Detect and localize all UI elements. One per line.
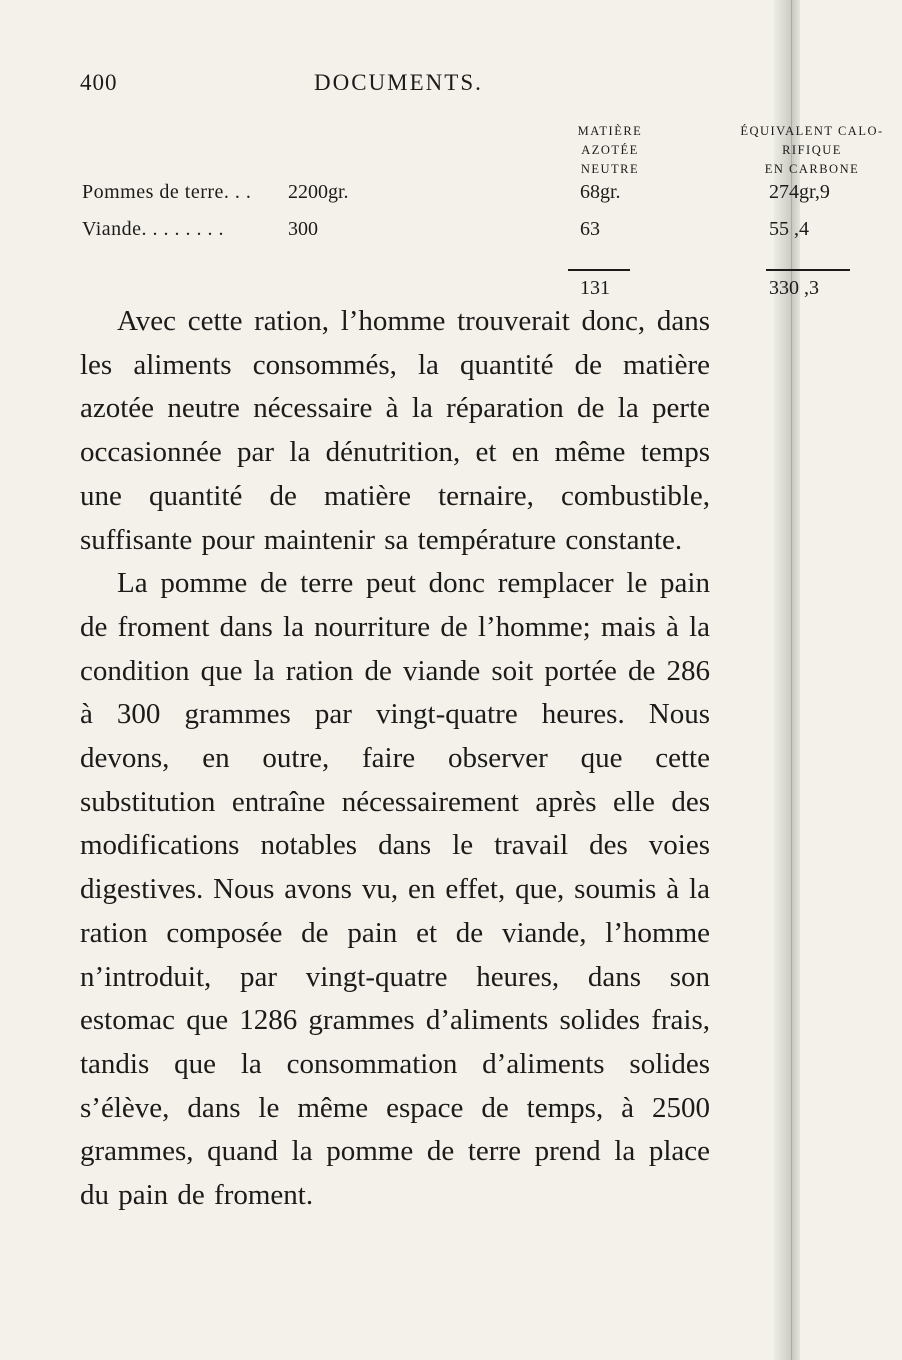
paragraph: La pomme de terre peut donc remplacer le pain de froment dans la nourriture de l’homme; mais à la condition que la ration de viande soit portée de 286 à 300 grammes par vingt-quatre heures. Nous devons, en outre, faire observer que cette substitution entraîne nécessairement après elle des modifications notables dans le travail des voies digestives. Nous avons vu, en effet, que, soumis à la ration composée de pain et de viande, l’homme n’introduit, par vingt-quatre heures, dans son estomac que 1286 grammes d’aliments solides frais, tandis que la consommation d’aliments solides s’élève, dans le même espace de temps, à 2500 grammes, quand la pomme de terre prend la place du pain de froment.	[80, 567, 710, 1212]
row-quantity: 300	[288, 218, 318, 240]
row-quantity: 2200gr.	[288, 181, 349, 203]
column-header-line: AZOTÉE	[581, 143, 639, 157]
column-header-matiere-azotee	[540, 122, 680, 179]
total-rule	[766, 269, 850, 271]
section-title: DOCUMENTS.	[314, 70, 483, 95]
column-header-line: EN CARBONE	[764, 162, 860, 176]
running-head	[0, 70, 800, 100]
total-matiere-value: 131	[580, 277, 610, 299]
column-header-equivalent-calorifique	[722, 122, 902, 179]
row-matiere-value: 68gr.	[580, 181, 621, 203]
row-equivalent-value: 55 ,4	[769, 218, 809, 240]
total-rule	[568, 269, 630, 271]
column-header-line: ÉQUIVALENT CALO-	[740, 124, 884, 138]
paragraph: Avec cette ration, l’homme trouverait donc, dans les aliments consommés, la quantité de matière azotée neutre nécessaire à la réparation de la perte occasionnée par la dénutrition, et en même temps une quantité de matière ternaire, combustible, suffisante pour maintenir sa température constante.	[80, 305, 710, 556]
row-label: Viande. . . . . . . .	[82, 218, 225, 240]
total-equivalent-value: 330 ,3	[769, 277, 819, 299]
column-header-line: RIFIQUE	[782, 143, 842, 157]
page-number: 400	[80, 70, 118, 95]
row-label: Pommes de terre. . .	[82, 181, 252, 203]
column-header-line: MATIÈRE	[577, 124, 643, 138]
row-equivalent-value: 274gr,9	[769, 181, 830, 203]
row-matiere-value: 63	[580, 218, 600, 240]
table-row	[0, 218, 809, 244]
column-header-line: NEUTRE	[580, 162, 640, 176]
table-row	[0, 181, 830, 207]
body-text	[80, 300, 710, 1218]
